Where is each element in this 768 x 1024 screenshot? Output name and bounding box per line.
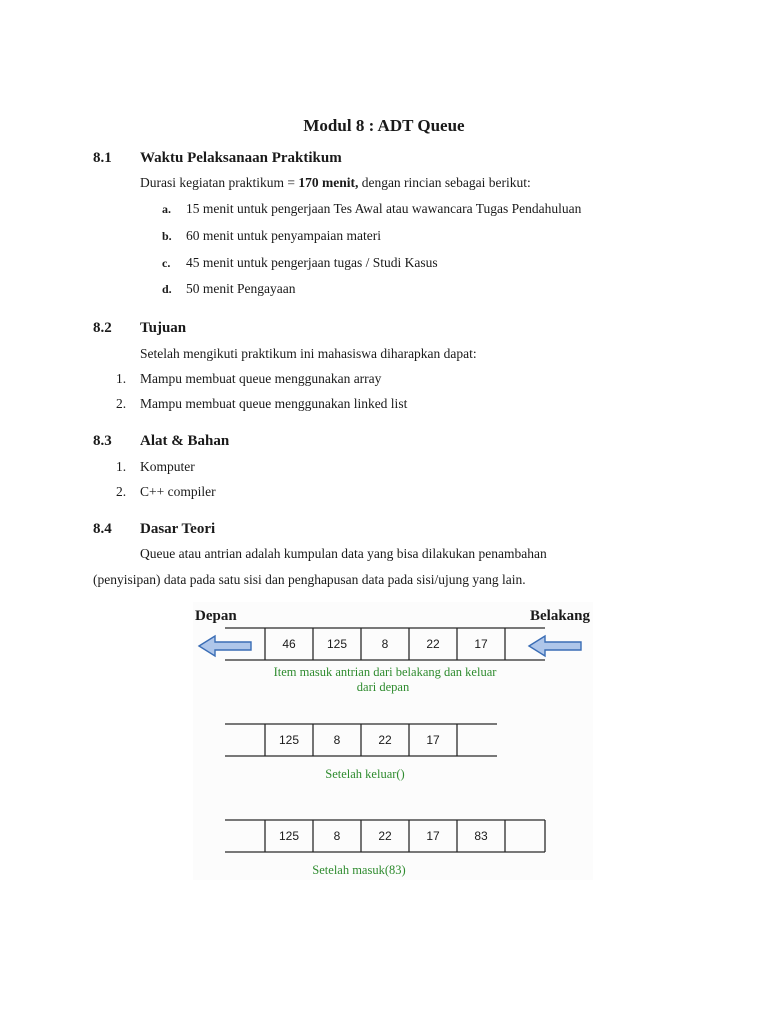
list-item: Mampu membuat queue menggunakan array	[140, 371, 382, 386]
list-marker: b.	[162, 229, 172, 243]
section-number: 8.1	[93, 150, 112, 166]
queue-cell: 8	[381, 637, 389, 651]
list-item: 45 menit untuk pengerjaan tugas / Studi Kasus	[186, 255, 438, 270]
section-number: 8.4	[93, 521, 112, 537]
label-back: Belakang	[529, 608, 590, 624]
list-marker: 1.	[116, 371, 127, 386]
row1-caption: dari depan	[356, 680, 410, 694]
queue-cell: 8	[333, 733, 341, 747]
list-marker: c.	[162, 256, 171, 270]
queue-diagram	[193, 602, 593, 880]
queue-cell: 17	[426, 733, 440, 747]
list-item: Mampu membuat queue menggunakan linked list	[140, 396, 408, 411]
list-marker: 2.	[116, 396, 127, 411]
section-number: 8.2	[93, 320, 112, 336]
section-intro: Durasi kegiatan praktikum = 170 menit, dengan rincian sebagai berikut:	[140, 175, 531, 190]
row3-caption: Setelah masuk(83)	[312, 863, 406, 877]
section-title: Dasar Teori	[140, 521, 216, 537]
queue-cell: 125	[278, 733, 300, 747]
queue-cell: 22	[378, 829, 392, 843]
queue-cell: 125	[278, 829, 300, 843]
section-title: Waktu Pelaksanaan Praktikum	[140, 150, 342, 166]
list-item: Komputer	[140, 459, 195, 474]
list-marker: 2.	[116, 484, 127, 499]
section-title: Tujuan	[140, 320, 187, 336]
list-marker: a.	[162, 202, 171, 216]
list-item: 50 menit Pengayaan	[186, 281, 296, 296]
paragraph-line: Queue atau antrian adalah kumpulan data yang bisa dilakukan penambahan	[140, 546, 547, 561]
paragraph-line: (penyisipan) data pada satu sisi dan penghapusan data pada sisi/ujung yang lain.	[93, 572, 526, 587]
section-title: Alat & Bahan	[140, 433, 230, 449]
section-intro: Setelah mengikuti praktikum ini mahasiswa diharapkan dapat:	[140, 346, 477, 361]
queue-cell: 22	[378, 733, 392, 747]
queue-cell: 125	[326, 637, 348, 651]
list-item: 15 menit untuk pengerjaan Tes Awal atau wawancara Tugas Pendahuluan	[186, 201, 582, 216]
queue-cell: 22	[426, 637, 440, 651]
queue-cell: 17	[474, 637, 488, 651]
label-front: Depan	[195, 608, 237, 624]
list-item: 60 menit untuk penyampaian materi	[186, 228, 381, 243]
list-marker: d.	[162, 282, 172, 296]
page-title: Modul 8 : ADT Queue	[303, 116, 465, 135]
list-marker: 1.	[116, 459, 127, 474]
section-number: 8.3	[93, 433, 112, 449]
queue-cell: 83	[474, 829, 488, 843]
list-item: C++ compiler	[140, 484, 216, 499]
row2-caption: Setelah keluar()	[325, 767, 405, 781]
queue-cell: 17	[426, 829, 440, 843]
row1-caption: Item masuk antrian dari belakang dan keluar	[273, 665, 497, 679]
queue-cell: 46	[282, 637, 296, 651]
queue-cell: 8	[333, 829, 341, 843]
